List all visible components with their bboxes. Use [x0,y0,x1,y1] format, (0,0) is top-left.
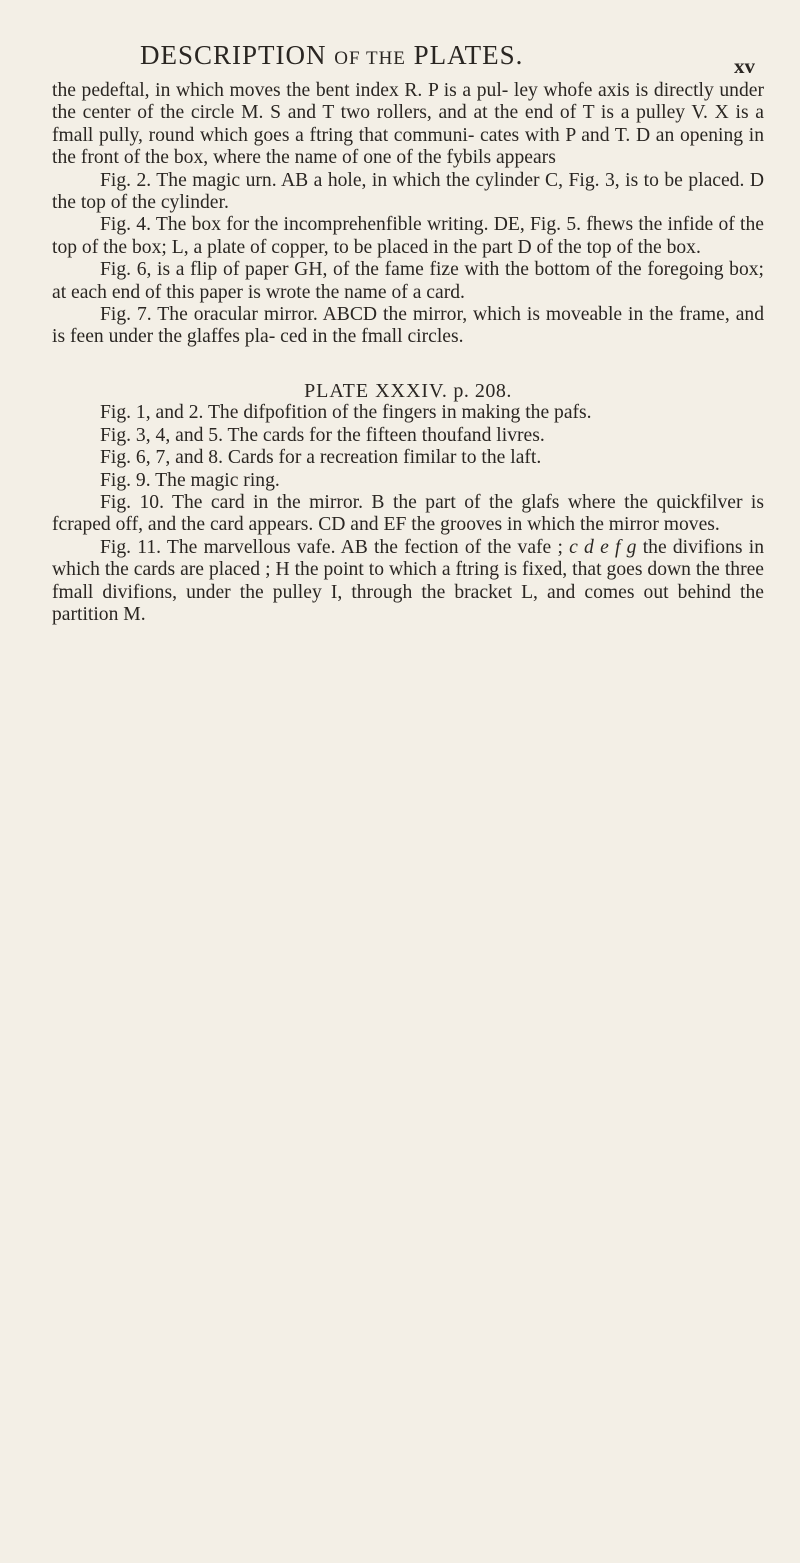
running-head-plates: PLATES. [413,40,524,70]
plate-paragraph-fig-1: Fig. 1, and 2. The difpofition of the fingers in making the pafs. [100,402,592,424]
running-head [140,40,700,71]
plate-paragraph-fig-9: Fig. 9. The magic ring. [100,469,280,491]
fig-11-text-before: Fig. 11. The marvellous vafe. AB the fection of the vafe ; [100,536,563,558]
paragraph-fig-2: Fig. 2. The magic urn. AB a hole, in which the cylinder C, Fig. 3, is to be placed. D the top of the cylinder. [52,169,764,214]
fig-11-text-after: the divifions in which the cards are placed ; H the point to which a ftring is fixed, that goes down the three fmall divifions, under the pulley I, through the bracket L, and comes out behind the partition M. [52,536,764,625]
plate-label: PLATE XXXIV. [304,379,448,402]
running-head-title: DESCRIPTION [140,40,327,70]
paragraph-pedestal: the pedeftal, in which moves the bent index R. P is a pul- ley whofe axis is directly under the center of the circle M. S and T two rollers, and at the end of T is a pulley V. X is a fmall pully, round which goes a ftring that communi- cates with P and T. D an opening in the front of the box, where the name of one of the fybils appears [52,80,764,169]
paragraph-fig-7: Fig. 7. The oracular mirror. ABCD the mirror, which is moveable in the frame, and is feen under the glaffes pla- ced in the fmall circles. [52,304,764,348]
page-number: xv [734,54,755,78]
body-text [52,80,764,626]
fig-11-italic-letters: c d e f g [569,536,637,558]
plate-paragraph-fig-3: Fig. 3, 4, and 5. The cards for the fifteen thoufand livres. [100,424,545,446]
running-head-of-the: OF THE [334,48,406,69]
plate-page-ref: p. 208. [453,379,512,402]
plate-paragraph-fig-10: Fig. 10. The card in the mirror. B the part of the glafs where the quickfilver is fcraped off, and the card appears. CD and EF the grooves in which the mirror moves. [52,491,764,536]
plate-heading [52,380,764,402]
plate-paragraph-fig-6: Fig. 6, 7, and 8. Cards for a recreation fimilar to the laft. [100,447,542,469]
plate-paragraph-fig-11 [52,537,764,627]
paragraph-fig-4: Fig. 4. The box for the incomprehenfible writing. DE, Fig. 5. fhews the infide of the top of the box; L, a plate of copper, to be placed in the part D of the top of the box. [52,214,764,258]
paragraph-fig-6: Fig. 6, is a flip of paper GH, of the fame fize with the bottom of the foregoing box; at each end of this paper is wrote the name of a card. [52,259,764,303]
